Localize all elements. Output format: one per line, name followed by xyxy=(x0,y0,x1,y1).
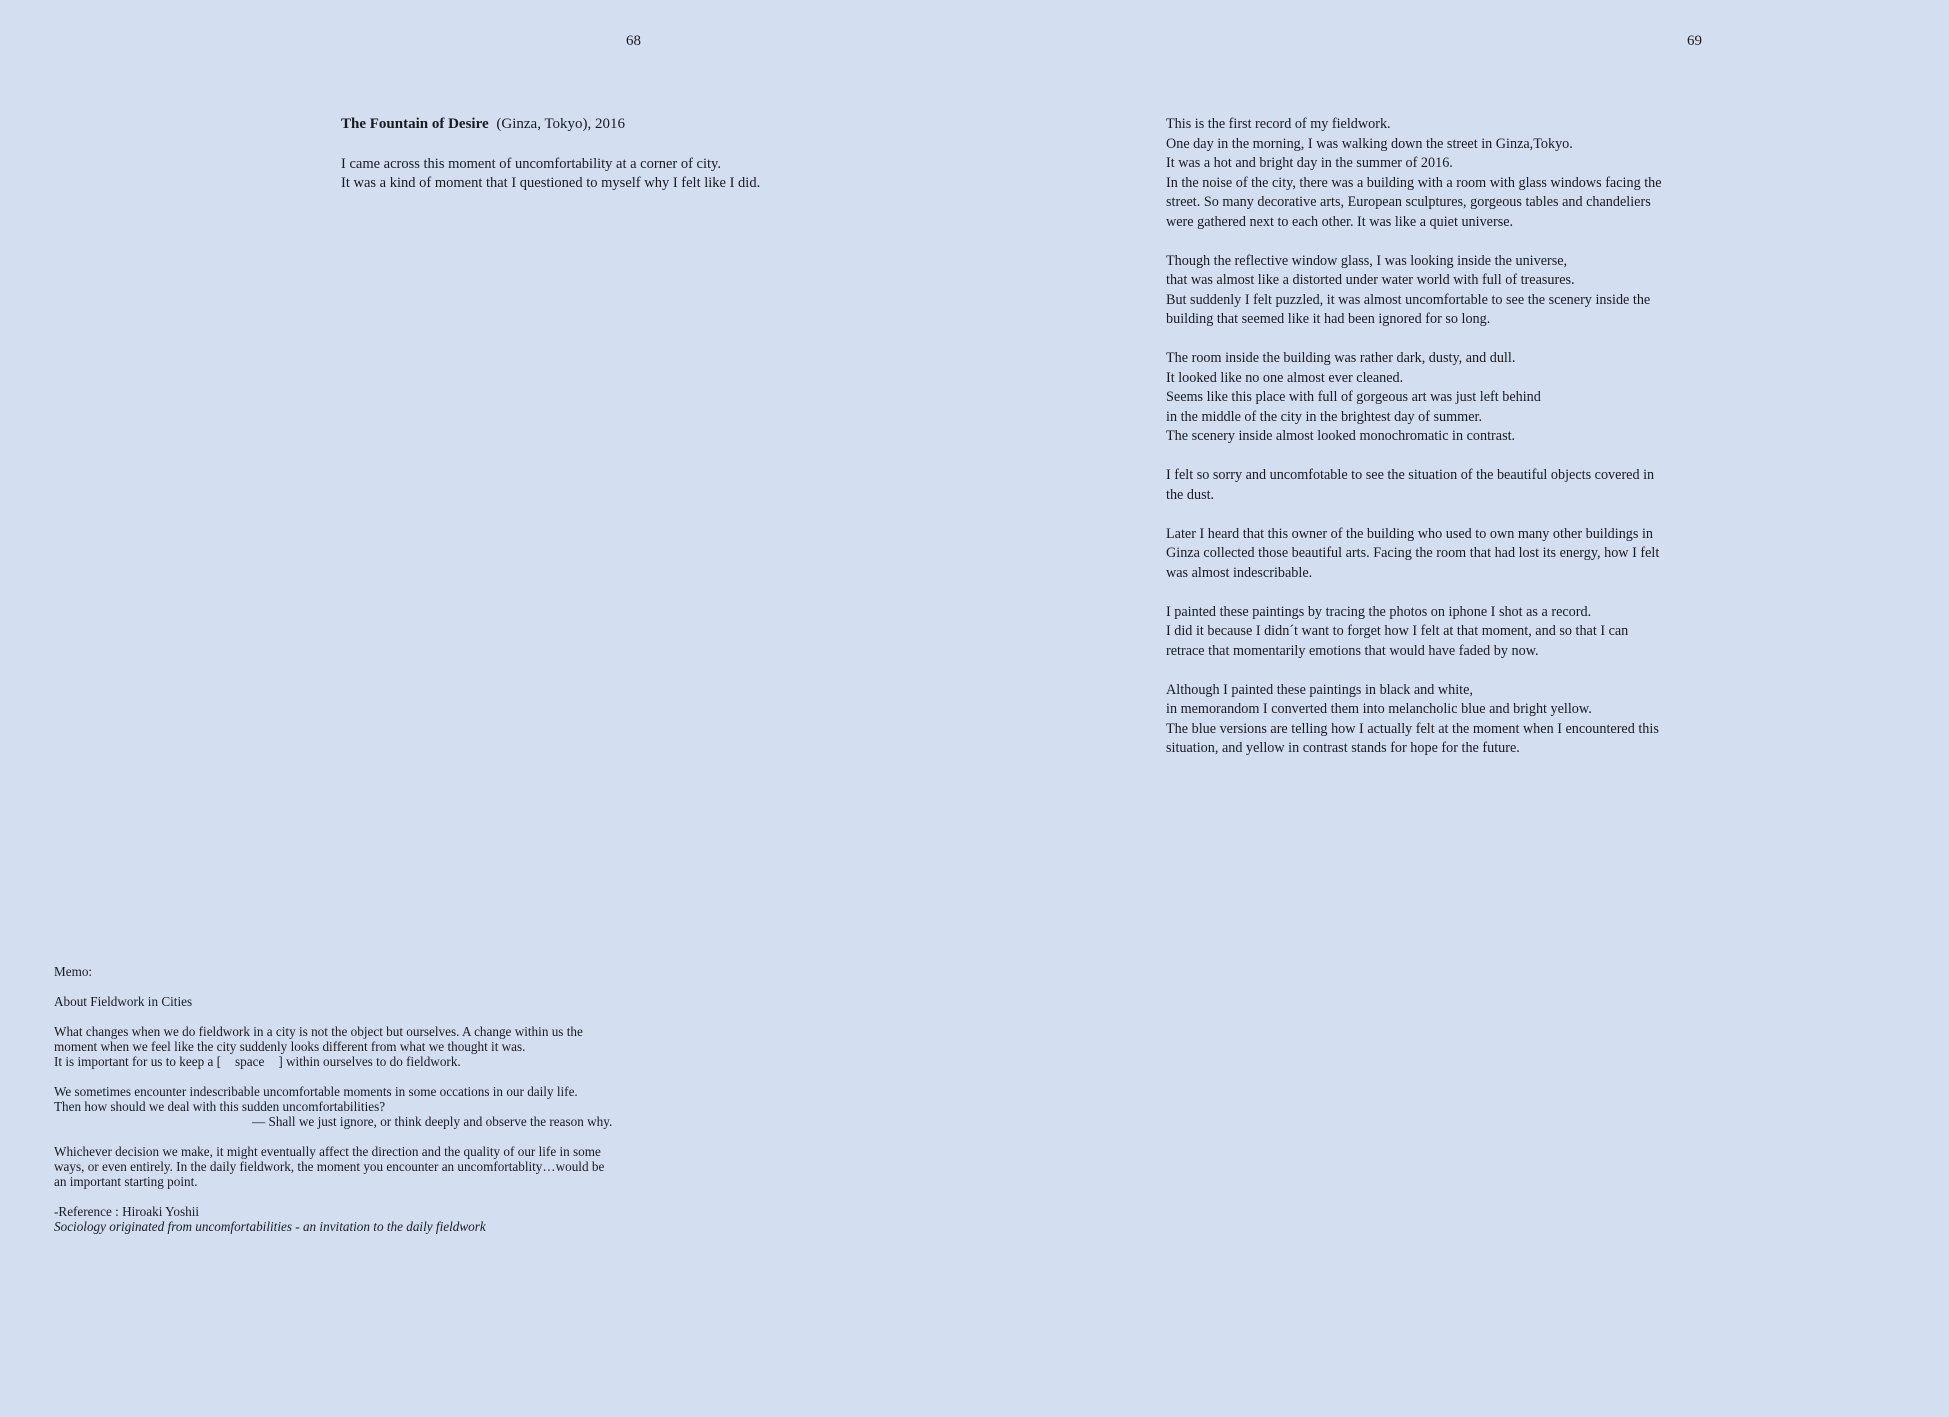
space-bracket-after: ] within ourselves to do fieldwork. xyxy=(278,1054,461,1069)
artwork-location-year: (Ginza, Tokyo), 2016 xyxy=(496,116,626,132)
text-line: in memorandom I converted them into melancholic blue and bright yellow. xyxy=(1166,701,1592,717)
text-line: Although I painted these paintings in black and white, xyxy=(1166,681,1473,698)
text-line: Seems like this place with full of gorgeous art was just left behind xyxy=(1166,389,1541,405)
space-word: space xyxy=(235,1054,265,1069)
memo-paragraph xyxy=(54,1144,644,1189)
paragraph xyxy=(1166,681,1726,759)
paragraph xyxy=(1166,603,1726,662)
memo-line: an important starting point. xyxy=(54,1174,198,1189)
text-line: One day in the morning, I was walking down the street in Ginza,Tokyo. xyxy=(1166,135,1573,152)
memo-section xyxy=(54,964,644,1234)
memo-line: We sometimes encounter indescribable uncomfortable moments in some occations in our daily life. xyxy=(54,1084,578,1099)
text-line: It looked like no one almost ever cleaned. xyxy=(1166,369,1404,386)
text-line: Later I heard that this owner of the building who used to own many other buildings in xyxy=(1166,525,1654,542)
artwork-title-line xyxy=(341,115,901,135)
paragraph xyxy=(1166,525,1726,584)
memo-line: Then how should we deal with this sudden uncomfortabilities? xyxy=(54,1099,386,1114)
reference-title: Sociology originated from uncomfortabilities - an invitation to the daily fieldwork xyxy=(54,1219,486,1234)
text-line: The scenery inside almost looked monochromatic in contrast. xyxy=(1166,428,1516,444)
artwork-intro xyxy=(341,115,901,194)
artwork-title: The Fountain of Desire xyxy=(341,116,489,132)
memo-heading: About Fieldwork in Cities xyxy=(54,994,193,1009)
text-line: situation, and yellow in contrast stands for hope for the future. xyxy=(1166,740,1520,756)
text-line: Though the reflective window glass, I was looking inside the universe, xyxy=(1166,252,1568,269)
text-line: that was almost like a distorted under water world with full of treasures. xyxy=(1166,272,1575,288)
memo-paragraph xyxy=(54,1024,644,1069)
text-line: It was a hot and bright day in the summer of 2016. xyxy=(1166,155,1453,171)
text-line: in the middle of the city in the brightest day of summer. xyxy=(1166,408,1483,425)
text-line: I did it because I didn´t want to forget how I felt at that moment, and so that I can xyxy=(1166,623,1629,639)
memo-line: moment when we feel like the city suddenly looks different from what we thought it was. xyxy=(54,1039,526,1054)
fieldwork-record-text xyxy=(1166,115,1726,778)
reference-author: -Reference : Hiroaki Yoshii xyxy=(54,1204,200,1219)
memo-line: What changes when we do fieldwork in a city is not the object but ourselves. A change within us the xyxy=(54,1024,583,1039)
text-line: Ginza collected those beautiful arts. Facing the room that had lost its energy, how I felt xyxy=(1166,545,1660,561)
text-line: were gathered next to each other. It was like a quiet universe. xyxy=(1166,213,1514,230)
text-line: street. So many decorative arts, European sculptures, gorgeous tables and chandeliers xyxy=(1166,194,1651,210)
memo-label: Memo: xyxy=(54,964,93,979)
memo-line-space xyxy=(54,1054,644,1069)
text-line: In the noise of the city, there was a building with a room with glass windows facing the xyxy=(1166,174,1662,191)
paragraph xyxy=(1166,466,1726,505)
memo-line: ways, or even entirely. In the daily fieldwork, the moment you encounter an uncomfortablity…would be xyxy=(54,1159,605,1174)
paragraph xyxy=(1166,349,1726,447)
intro-line: I came across this moment of uncomfortability at a corner of city. xyxy=(341,155,721,172)
text-line: was almost indescribable. xyxy=(1166,564,1313,581)
text-line: The room inside the building was rather dark, dusty, and dull. xyxy=(1166,350,1516,366)
text-line: But suddenly I felt puzzled, it was almost uncomfortable to see the scenery inside the xyxy=(1166,291,1651,308)
space-bracket-before: It is important for us to keep a [ xyxy=(54,1054,222,1069)
text-line: retrace that momentarily emotions that would have faded by now. xyxy=(1166,642,1539,659)
memo-paragraph xyxy=(54,1084,644,1129)
memo-line-indented: — Shall we just ignore, or think deeply and observe the reason why. xyxy=(252,1114,613,1129)
text-line: the dust. xyxy=(1166,486,1215,503)
text-line: The blue versions are telling how I actually felt at the moment when I encountered this xyxy=(1166,720,1659,737)
text-line: This is the first record of my fieldwork. xyxy=(1166,116,1391,132)
text-line: building that seemed like it had been ignored for so long. xyxy=(1166,311,1491,327)
paragraph xyxy=(1166,252,1726,330)
text-line: I painted these paintings by tracing the photos on iphone I shot as a record. xyxy=(1166,603,1592,620)
paragraph xyxy=(1166,115,1726,232)
text-line: I felt so sorry and uncomfotable to see the situation of the beautiful objects covered in xyxy=(1166,467,1655,483)
page-number-right: 69 xyxy=(1687,33,1702,49)
memo-line: Whichever decision we make, it might eventually affect the direction and the quality of our life in some xyxy=(54,1144,601,1159)
intro-line: It was a kind of moment that I questioned to myself why I felt like I did. xyxy=(341,175,761,191)
page-number-left: 68 xyxy=(626,33,641,49)
reference xyxy=(54,1204,644,1234)
